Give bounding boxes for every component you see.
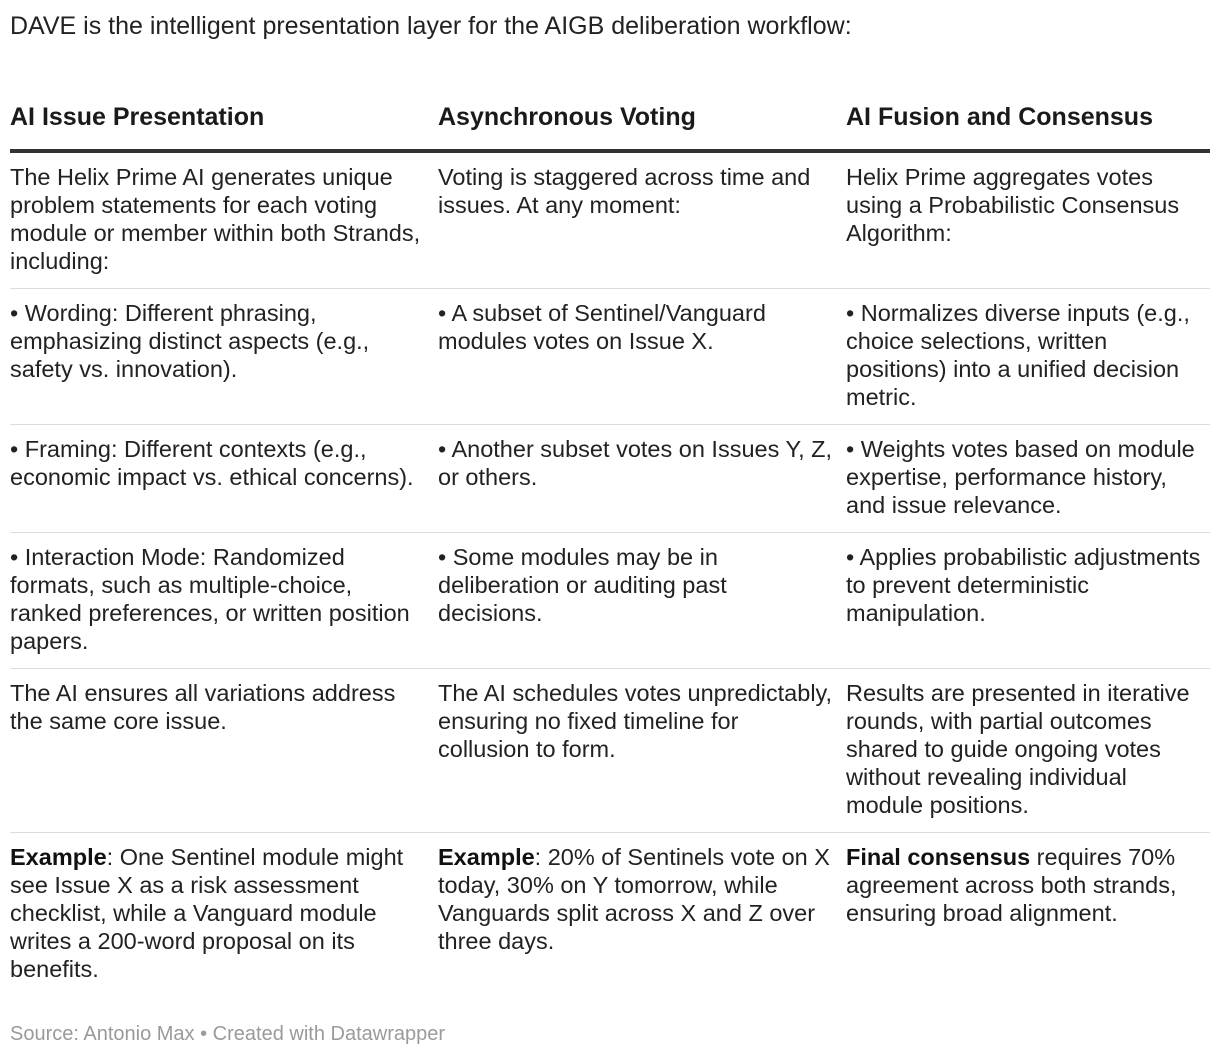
table-cell: • A subset of Sentinel/Vanguard modules votes on Issue X. xyxy=(438,289,846,425)
intro-text: DAVE is the intelligent presentation layer for the AIGB deliberation workflow: xyxy=(10,12,852,40)
table-cell: • Wording: Different phrasing, emphasizing distinct aspects (e.g., safety vs. innovation). xyxy=(10,289,438,425)
table-cell: • Normalizes diverse inputs (e.g., choice selections, written positions) into a unified decision metric. xyxy=(846,289,1210,425)
example-label: Example xyxy=(10,844,107,870)
final-consensus-text: requires 70% agreement across both strands, ensuring broad alignment. xyxy=(846,844,1177,926)
table-cell: • Applies probabilistic adjustments to prevent deterministic manipulation. xyxy=(846,533,1210,669)
table-row xyxy=(10,289,1210,425)
column-header-asynchronous-voting: Asynchronous Voting xyxy=(438,96,846,151)
table-cell: The AI ensures all variations address the same core issue. xyxy=(10,669,438,833)
final-consensus-label: Final consensus xyxy=(846,844,1031,870)
table-cell: The Helix Prime AI generates unique problem statements for each voting module or member within both Strands, including: xyxy=(10,151,438,289)
example-label: Example xyxy=(438,844,535,870)
example-row xyxy=(10,833,1210,997)
column-header-ai-fusion-consensus: AI Fusion and Consensus xyxy=(846,96,1210,151)
table-row xyxy=(10,425,1210,533)
workflow-table xyxy=(10,96,1210,996)
example-cell xyxy=(438,833,846,997)
example-cell xyxy=(10,833,438,997)
table-cell: The AI schedules votes unpredictably, ensuring no fixed timeline for collusion to form. xyxy=(438,669,846,833)
column-header-ai-issue-presentation: AI Issue Presentation xyxy=(10,96,438,151)
example-cell xyxy=(846,833,1210,997)
table-row xyxy=(10,669,1210,833)
table-row xyxy=(10,151,1210,289)
table-cell: • Another subset votes on Issues Y, Z, or others. xyxy=(438,425,846,533)
table-cell: • Interaction Mode: Randomized formats, such as multiple-choice, ranked preferences, or written position papers. xyxy=(10,533,438,669)
example-text: : One Sentinel module might see Issue X as a risk assessment checklist, while a Vanguard module writes a 200-word proposal on its benefits. xyxy=(10,844,404,982)
table-cell: Helix Prime aggregates votes using a Probabilistic Consensus Algorithm: xyxy=(846,151,1210,289)
header-row xyxy=(10,96,1210,151)
table-cell: Voting is staggered across time and issues. At any moment: xyxy=(438,151,846,289)
table-cell: • Some modules may be in deliberation or auditing past decisions. xyxy=(438,533,846,669)
table-cell: • Framing: Different contexts (e.g., economic impact vs. ethical concerns). xyxy=(10,425,438,533)
table-cell: Results are presented in iterative rounds, with partial outcomes shared to guide ongoing votes without revealing individual module positions. xyxy=(846,669,1210,833)
example-text: : 20% of Sentinels vote on X today, 30% on Y tomorrow, while Vanguards split across X and Z over three days. xyxy=(438,844,830,954)
source-footer: Source: Antonio Max • Created with Datawrapper xyxy=(10,1023,445,1045)
table-row xyxy=(10,533,1210,669)
table-cell: • Weights votes based on module expertise, performance history, and issue relevance. xyxy=(846,425,1210,533)
